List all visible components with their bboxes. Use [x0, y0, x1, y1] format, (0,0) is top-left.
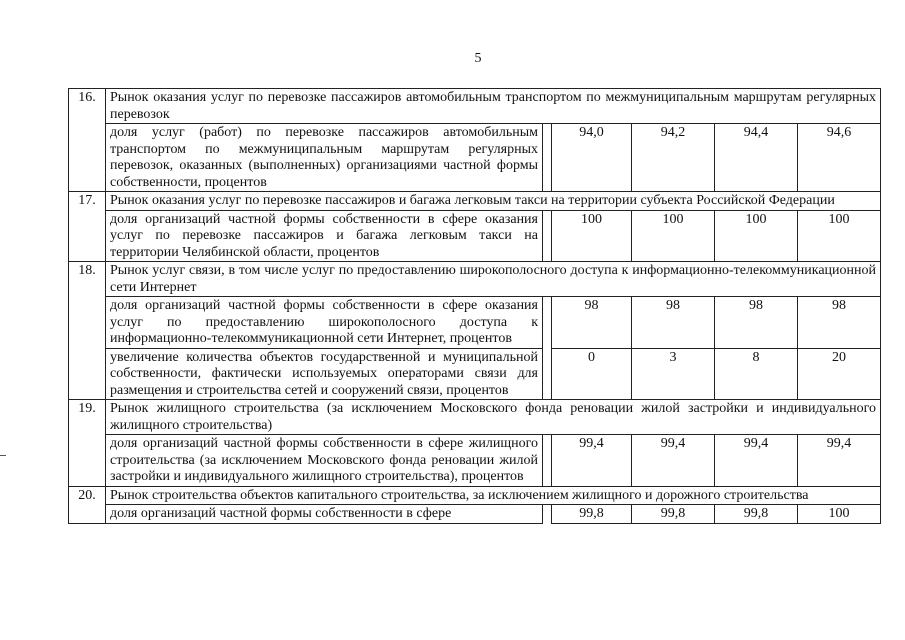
- indicator-value: 98: [715, 297, 798, 349]
- indicator-value: 100: [798, 505, 881, 524]
- section-number: 19.: [69, 400, 106, 487]
- indicator-value: 100: [552, 210, 632, 262]
- indicator-value: 98: [798, 297, 881, 349]
- indicators-table: [68, 88, 881, 524]
- page-number: 5: [474, 51, 482, 66]
- indicator-text: доля организаций частной формы собственности в сфере жилищного строительства (за исключением Московского фонда реновации жилой застройки и индивидуального жилищного строительства), процентов: [106, 435, 543, 487]
- indicator-row: [69, 348, 881, 400]
- section-title-row: [69, 89, 881, 124]
- indicator-value: 0: [552, 348, 632, 400]
- indicator-value: 100: [715, 210, 798, 262]
- indicator-value: 98: [552, 297, 632, 349]
- indicator-text: доля организаций частной формы собственности в сфере оказания услуг по предоставлению широкополосного доступа к информационно-телекоммуникационной сети Интернет, процентов: [106, 297, 543, 349]
- indicator-text: доля организаций частной формы собственности в сфере: [106, 505, 543, 524]
- margin-mark: [0, 455, 6, 456]
- spacer-cell: [543, 124, 552, 192]
- indicator-row: [69, 505, 881, 524]
- indicator-value: 98: [632, 297, 715, 349]
- indicator-text: увеличение количества объектов государственной и муниципальной собственности, фактически используемых операторами связи для размещения и строительства сетей и сооружений связи, процентов: [106, 348, 543, 400]
- section-number: 16.: [69, 89, 106, 192]
- indicator-row: [69, 435, 881, 487]
- indicator-value: 99,4: [632, 435, 715, 487]
- indicator-value: 100: [632, 210, 715, 262]
- spacer-cell: [543, 297, 552, 349]
- indicator-row: [69, 210, 881, 262]
- indicator-value: 99,4: [715, 435, 798, 487]
- indicator-row: [69, 297, 881, 349]
- indicator-value: 100: [798, 210, 881, 262]
- indicator-value: 3: [632, 348, 715, 400]
- indicator-value: 99,4: [798, 435, 881, 487]
- spacer-cell: [543, 348, 552, 400]
- section-title: Рынок оказания услуг по перевозке пассажиров автомобильным транспортом по межмуниципальным маршрутам регулярных перевозок: [106, 89, 881, 124]
- section-title: Рынок строительства объектов капитального строительства, за исключением жилищного и дорожного строительства: [106, 486, 881, 505]
- indicator-value: 94,4: [715, 124, 798, 192]
- indicator-text: доля организаций частной формы собственности в сфере оказания услуг по перевозке пассажиров и багажа легковым такси на территории Челябинской области, процентов: [106, 210, 543, 262]
- spacer-cell: [543, 435, 552, 487]
- section-title: Рынок услуг связи, в том числе услуг по предоставлению широкополосного доступа к информационно-телекоммуникационной сети Интернет: [106, 262, 881, 297]
- section-number: 20.: [69, 486, 106, 523]
- section-title-row: [69, 192, 881, 211]
- section-title: Рынок оказания услуг по перевозке пассажиров и багажа легковым такси на территории субъекта Российской Федерации: [106, 192, 881, 211]
- indicator-value: 8: [715, 348, 798, 400]
- indicator-value: 20: [798, 348, 881, 400]
- section-title: Рынок жилищного строительства (за исключением Московского фонда реновации жилой застройки и индивидуального жилищного строительства): [106, 400, 881, 435]
- section-title-row: [69, 486, 881, 505]
- section-title-row: [69, 400, 881, 435]
- indicator-text: доля услуг (работ) по перевозке пассажиров автомобильным транспортом по межмуниципальным маршрутам регулярных перевозок, оказанных (выполненных) организациями частной формы собственности, процентов: [106, 124, 543, 192]
- section-number: 18.: [69, 262, 106, 400]
- indicator-value: 99,4: [552, 435, 632, 487]
- indicator-value: 94,6: [798, 124, 881, 192]
- indicator-value: 94,2: [632, 124, 715, 192]
- indicator-value: 99,8: [715, 505, 798, 524]
- section-title-row: [69, 262, 881, 297]
- spacer-cell: [543, 505, 552, 524]
- spacer-cell: [543, 210, 552, 262]
- indicator-value: 99,8: [552, 505, 632, 524]
- indicator-value: 99,8: [632, 505, 715, 524]
- indicator-row: [69, 124, 881, 192]
- section-number: 17.: [69, 192, 106, 262]
- indicator-value: 94,0: [552, 124, 632, 192]
